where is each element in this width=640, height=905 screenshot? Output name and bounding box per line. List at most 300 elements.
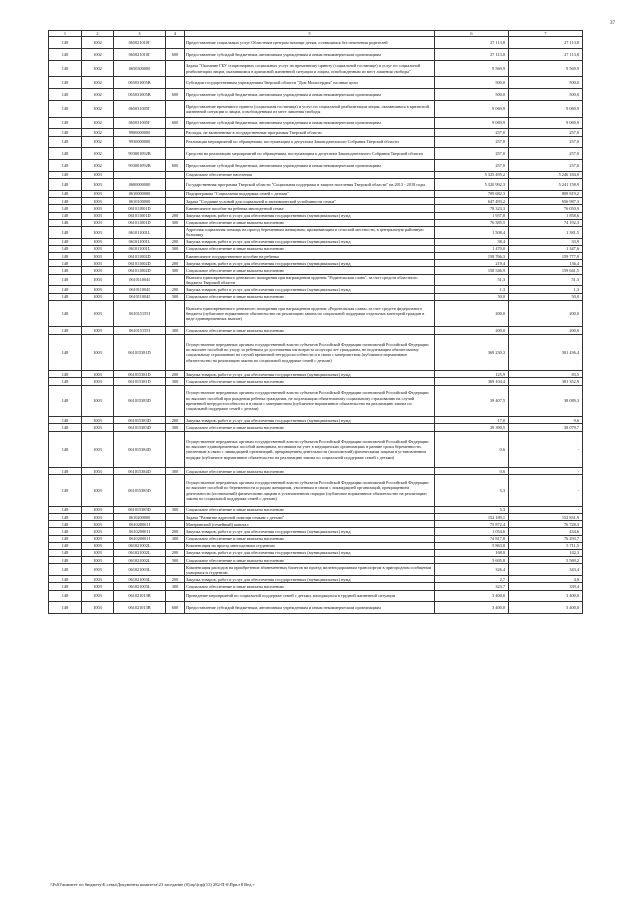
row-description: Предоставление социальных услуг Областным центром помощи детям, оставшимся без попечения родителей	[185, 37, 435, 49]
amount-plan: 5 325 495,2	[435, 171, 509, 178]
amount-plan: 0,6	[435, 431, 509, 468]
code-section: 1003	[82, 424, 114, 431]
row-description: Закупка товаров, работ и услуг для обеспечения государственных (муниципальных) нужд	[185, 286, 435, 293]
amount-plan: 1 054,6	[435, 528, 509, 535]
table-row	[49, 514, 583, 521]
row-description: Предоставление субсидий бюджетным, автономным учреждениям и иным некоммерческим организациям	[185, 49, 435, 61]
amount-plan: 200,0	[435, 327, 509, 334]
table-row	[49, 212, 583, 219]
amount-plan: 5 863,8	[435, 542, 509, 549]
code-admin: 148	[49, 77, 82, 89]
code-admin: 148	[49, 468, 82, 475]
amount-actual: 159 777,9	[509, 253, 583, 260]
code-expense-type	[166, 542, 185, 549]
code-admin: 148	[49, 417, 82, 424]
column-header: 7	[509, 31, 583, 37]
row-description: Компенсация расходов на приобретение абонементных билетов на проезд железнодорожным транспортом в пригородном сообщении учащимся и студентам	[185, 564, 435, 576]
code-target: 061020001I	[114, 521, 166, 528]
row-description: Компенсация на проезд многодетным студентам	[185, 542, 435, 549]
code-expense-type: 300	[166, 557, 185, 564]
code-section: 1003	[82, 583, 114, 590]
code-expense-type	[166, 148, 185, 160]
code-admin: 148	[49, 528, 82, 535]
code-target: 0610200000	[114, 514, 166, 521]
code-admin: 148	[49, 521, 82, 528]
amount-plan: 51,3	[435, 274, 509, 286]
code-admin: 148	[49, 89, 82, 101]
row-description: Социальное обеспечение и иные выплаты населению	[185, 468, 435, 475]
amount-actual: 1 347,6	[509, 245, 583, 252]
code-admin: 148	[49, 212, 82, 219]
code-target: 061015383D	[114, 424, 166, 431]
amount-actual: 500,0	[509, 89, 583, 101]
code-section: 1002	[82, 129, 114, 136]
amount-actual: 434,6	[509, 528, 583, 535]
table-row	[49, 260, 583, 267]
row-description: Закупка товаров, работ и услуг для обеспечения государственных (муниципальных) нужд	[185, 238, 435, 245]
code-admin: 148	[49, 506, 82, 513]
row-description: Проведение мероприятий по социальной поддержке семей с детьми, находящихся в трудной жизненной ситуации	[185, 590, 435, 602]
table-row	[49, 100, 583, 117]
table-row	[49, 557, 583, 564]
row-description: Предоставление субсидий бюджетным, автономным учреждениям и иным некоммерческим организациям	[185, 160, 435, 172]
row-description: Социальное обеспечение и иные выплаты населению	[185, 378, 435, 385]
code-expense-type: 300	[166, 245, 185, 252]
amount-actual: 76 050,9	[509, 205, 583, 212]
amount-actual: -	[509, 475, 583, 507]
code-admin: 148	[49, 253, 82, 260]
code-expense-type: 300	[166, 424, 185, 431]
code-expense-type	[166, 300, 185, 327]
code-admin: 148	[49, 300, 82, 327]
code-admin: 148	[49, 576, 82, 583]
amount-plan: 78 323,3	[435, 205, 509, 212]
code-admin: 148	[49, 542, 82, 549]
amount-actual: 83,5	[509, 371, 583, 378]
code-expense-type: 200	[166, 417, 185, 424]
amount-plan: 200,0	[435, 300, 509, 327]
code-target	[114, 171, 166, 178]
code-section: 1002	[82, 89, 114, 101]
amount-actual: 1 381,5	[509, 226, 583, 238]
amount-plan: 3 400,0	[435, 602, 509, 614]
row-description: Социальное обеспечение и иные выплаты населению	[185, 267, 435, 274]
code-section: 1003	[82, 590, 114, 602]
code-admin: 148	[49, 590, 82, 602]
code-target: 061021013В	[114, 602, 166, 614]
table-row	[49, 205, 583, 212]
row-description: Социальное обеспечение и иные выплаты населению	[185, 506, 435, 513]
row-description: Социальное обеспечение и иные выплаты населению	[185, 219, 435, 226]
table-row	[49, 226, 583, 238]
code-section: 1003	[82, 468, 114, 475]
code-target: 061015384D	[114, 431, 166, 468]
column-header: 6	[435, 31, 509, 37]
amount-plan: 257,0	[435, 136, 509, 148]
code-admin: 148	[49, 60, 82, 77]
row-description: Ежемесячное государственное пособие на ребенка	[185, 253, 435, 260]
amount-plan: 76 385,5	[435, 219, 509, 226]
code-target: 061011001D	[114, 212, 166, 219]
code-section: 1003	[82, 327, 114, 334]
code-section: 1003	[82, 521, 114, 528]
amount-actual: 38 079,7	[509, 424, 583, 431]
amount-plan: 152 189,1	[435, 514, 509, 521]
code-target: 061015383D	[114, 417, 166, 424]
code-admin: 148	[49, 226, 82, 238]
row-description: Осуществление переданных органам государственной власти субъектов Российской Федерации полномочий Российской Федерации по выплате единовременных пособий женщинам, вставшим на учет в медицинских организациях в ранние сроки беременности, уволенным в связи с ликвидацией организаций, прекращением деятельности (полномочий) физическими лицами в установленном порядке (публичное нормативное обязательство на реализацию закона по социальной поддержке семей с детьми)	[185, 431, 435, 468]
code-expense-type	[166, 171, 185, 178]
table-row	[49, 590, 583, 602]
code-expense-type	[166, 136, 185, 148]
code-section: 1003	[82, 417, 114, 424]
code-target: 9900000000	[114, 129, 166, 136]
table-row	[49, 528, 583, 535]
row-description: Социальное обеспечение и иные выплаты населению	[185, 424, 435, 431]
amount-plan: 1 508,4	[435, 226, 509, 238]
amount-actual: 257,0	[509, 160, 583, 172]
code-expense-type	[166, 564, 185, 576]
table-row	[49, 253, 583, 260]
amount-plan: 38,4	[435, 238, 509, 245]
code-section: 1003	[82, 385, 114, 417]
amount-plan: 9 069,9	[435, 100, 509, 117]
amount-plan: 257,0	[435, 160, 509, 172]
code-section: 1003	[82, 171, 114, 178]
code-section: 1003	[82, 238, 114, 245]
amount-plan: 369 230,3	[435, 334, 509, 371]
code-section: 1002	[82, 148, 114, 160]
code-admin: 148	[49, 475, 82, 507]
code-section: 1003	[82, 205, 114, 212]
code-expense-type: 200	[166, 576, 185, 583]
code-expense-type: 200	[166, 212, 185, 219]
code-target: 061011002D	[114, 260, 166, 267]
code-expense-type	[166, 431, 185, 468]
table-row	[49, 89, 583, 101]
file-path-footer: \\Fs01\комитет по бюджету\Б.севы\Документы комитета\23 заседание (б)\пр\(пр)(13) 282-П-б\Прил 8 Вед.+	[50, 882, 256, 887]
code-target: 061015381D	[114, 378, 166, 385]
code-expense-type	[166, 77, 185, 89]
table-row	[49, 468, 583, 475]
code-admin: 148	[49, 424, 82, 431]
row-description: Задача "Развитие адресной помощи семьям с детьми"	[185, 514, 435, 521]
amount-actual: 200,0	[509, 327, 583, 334]
amount-plan: 39 407,5	[435, 385, 509, 417]
row-description: Адресная социальная помощь на проезд беременным женщинам, проживающим в сельской местности, в центральную районную больницу	[185, 226, 435, 238]
amount-plan: 27 113,8	[435, 37, 509, 49]
code-admin: 148	[49, 171, 82, 178]
amount-plan: 369 104,4	[435, 378, 509, 385]
code-expense-type: 600	[166, 117, 185, 129]
code-target: 065031005В	[114, 89, 166, 101]
code-expense-type: 300	[166, 506, 185, 513]
table-row	[49, 564, 583, 576]
amount-plan: 709 682,3	[435, 190, 509, 197]
table-row	[49, 334, 583, 371]
code-target: 0610100000	[114, 198, 166, 205]
amount-actual: 257,0	[509, 129, 583, 136]
code-section: 1003	[82, 212, 114, 219]
code-expense-type	[166, 334, 185, 371]
table-row	[49, 245, 583, 252]
code-expense-type: 300	[166, 219, 185, 226]
table-row	[49, 475, 583, 507]
amount-plan: 326,4	[435, 564, 509, 576]
code-target: 061021003L	[114, 583, 166, 590]
column-header: 3	[114, 31, 166, 37]
code-expense-type: 300	[166, 327, 185, 334]
code-target: 065031005Г	[114, 100, 166, 117]
code-section: 1003	[82, 557, 114, 564]
table-row	[49, 136, 583, 148]
code-target: 065021010Г	[114, 49, 166, 61]
code-admin: 148	[49, 557, 82, 564]
amount-plan: 647 493,2	[435, 198, 509, 205]
row-description: Закупка товаров, работ и услуг для обеспечения государственных (муниципальных) нужд	[185, 576, 435, 583]
code-expense-type	[166, 37, 185, 49]
amount-actual: 76 293,7	[509, 535, 583, 542]
table-row	[49, 424, 583, 431]
code-target: 061021003L	[114, 576, 166, 583]
amount-actual: 257,0	[509, 136, 583, 148]
code-target: 065021010Г	[114, 37, 166, 49]
page-number: 37	[610, 21, 615, 26]
code-admin: 148	[49, 293, 82, 300]
code-admin: 148	[49, 148, 82, 160]
budget-table	[48, 30, 583, 614]
column-header: 4	[166, 31, 185, 37]
amount-actual: 5 569,2	[509, 557, 583, 564]
code-admin: 148	[49, 219, 82, 226]
code-target: 065031005В	[114, 77, 166, 89]
code-section: 1002	[82, 60, 114, 77]
code-target: 061015381D	[114, 371, 166, 378]
code-expense-type: 300	[166, 535, 185, 542]
amount-actual: 257,0	[509, 148, 583, 160]
code-section: 1003	[82, 564, 114, 576]
code-target: 993001092В	[114, 148, 166, 160]
code-section: 1003	[82, 431, 114, 468]
code-expense-type: 200	[166, 371, 185, 378]
amount-actual: 152 831,9	[509, 514, 583, 521]
table-row	[49, 293, 583, 300]
table-row	[49, 148, 583, 160]
amount-plan: 2,7	[435, 576, 509, 583]
amount-plan: 27 113,8	[435, 49, 509, 61]
amount-plan: 0,6	[435, 468, 509, 475]
table-row	[49, 238, 583, 245]
code-target: 061011004I	[114, 293, 166, 300]
amount-actual: 38 089,3	[509, 385, 583, 417]
code-admin: 148	[49, 334, 82, 371]
code-section: 1002	[82, 37, 114, 49]
code-admin: 148	[49, 49, 82, 61]
code-target: 061015383D	[114, 385, 166, 417]
code-expense-type	[166, 190, 185, 197]
row-description: Расходы, не включенные в государственные программы Тверской области	[185, 129, 435, 136]
code-target: 061015155I	[114, 300, 166, 327]
code-section: 1003	[82, 334, 114, 371]
code-target: 061021002L	[114, 557, 166, 564]
code-admin: 148	[49, 160, 82, 172]
amount-actual: 27 113,8	[509, 49, 583, 61]
code-admin: 148	[49, 431, 82, 468]
code-target: 061011001L	[114, 226, 166, 238]
code-section: 1003	[82, 542, 114, 549]
code-expense-type	[166, 521, 185, 528]
code-expense-type	[166, 198, 185, 205]
code-expense-type: 300	[166, 468, 185, 475]
amount-actual: 9,6	[509, 417, 583, 424]
amount-plan: 158 546,9	[435, 267, 509, 274]
amount-actual: 1,3	[509, 286, 583, 293]
code-target: 061011001L	[114, 245, 166, 252]
table-row	[49, 274, 583, 286]
code-target: 065031005Г	[114, 117, 166, 129]
code-expense-type	[166, 475, 185, 507]
code-expense-type: 600	[166, 49, 185, 61]
amount-plan: 39 390,5	[435, 424, 509, 431]
amount-plan: 5,3	[435, 475, 509, 507]
amount-actual: 4,0	[509, 576, 583, 583]
code-expense-type	[166, 100, 185, 117]
code-target: 061011004I	[114, 286, 166, 293]
table-row	[49, 286, 583, 293]
code-expense-type: 600	[166, 89, 185, 101]
amount-plan: 323,7	[435, 583, 509, 590]
code-admin: 148	[49, 267, 82, 274]
code-target: 061015155I	[114, 327, 166, 334]
amount-plan: 158 766,3	[435, 253, 509, 260]
code-admin: 148	[49, 385, 82, 417]
row-description: Задача "Создание условий для социальной и экономической устойчивости семьи"	[185, 198, 435, 205]
row-description: Субсидии государственным учреждениям Тверской области "Дом Милосердия" на иные цели	[185, 77, 435, 89]
amount-actual: 3 400,0	[509, 590, 583, 602]
row-description: Осуществление переданных органам государственной власти субъектов Российской Федерации полномочий Российской Федерации по выплате пособий по уходу за ребенком до достижения им возраста полутора лет гражданам, не подлежащим обязательному социальному страхованию на случай временной нетрудоспособности и в связи с материнством (публичное нормативное обязательство на реализацию закона по социальной поддержке семей с детьми)	[185, 334, 435, 371]
code-target: 061020001I	[114, 535, 166, 542]
code-target: 061021013В	[114, 590, 166, 602]
amount-actual: 339,4	[509, 583, 583, 590]
code-admin: 148	[49, 100, 82, 117]
amount-plan: 1 937,8	[435, 212, 509, 219]
code-section: 1003	[82, 300, 114, 327]
code-section: 1003	[82, 535, 114, 542]
code-admin: 148	[49, 37, 82, 49]
code-expense-type: 200	[166, 286, 185, 293]
code-section: 1002	[82, 100, 114, 117]
amount-plan: 500,0	[435, 77, 509, 89]
amount-actual: 136,4	[509, 260, 583, 267]
code-target: 0600000000	[114, 179, 166, 191]
row-description: Социальное обеспечение и иные выплаты населению	[185, 327, 435, 334]
code-section: 1003	[82, 198, 114, 205]
code-section: 1003	[82, 253, 114, 260]
amount-plan: 17,0	[435, 417, 509, 424]
row-description: Социальное обеспечение населения	[185, 171, 435, 178]
code-target: 061015385D	[114, 506, 166, 513]
code-section: 1003	[82, 219, 114, 226]
code-expense-type: 200	[166, 550, 185, 557]
amount-actual: 381 352,9	[509, 378, 583, 385]
row-description: Социальное обеспечение и иные выплаты населению	[185, 535, 435, 542]
amount-actual: 5 241 158,9	[509, 179, 583, 191]
row-description: Задача "Оказание ГБУ стационарных социальных услуг по временному приюту (социальной гостинице) и услуг по социальной реабилитации лицам, оказавшимся в кризисной жизненной ситуации и лицам, освобожденным из мест лишения свободы"	[185, 60, 435, 77]
code-section: 1003	[82, 602, 114, 614]
table-row	[49, 60, 583, 77]
amount-actual: 9 569,9	[509, 60, 583, 77]
code-admin: 148	[49, 602, 82, 614]
code-admin: 148	[49, 371, 82, 378]
code-target: 061020001I	[114, 528, 166, 535]
code-admin: 148	[49, 190, 82, 197]
row-description: Закупка товаров, работ и услуг для обеспечения государственных (муниципальных) нужд	[185, 260, 435, 267]
code-expense-type	[166, 253, 185, 260]
code-expense-type: 600	[166, 602, 185, 614]
code-admin: 148	[49, 535, 82, 542]
code-section: 1002	[82, 136, 114, 148]
amount-actual: 200,0	[509, 300, 583, 327]
row-description: Предоставление субсидий бюджетным, автономным учреждениям и иным некоммерческим организациям	[185, 117, 435, 129]
code-section: 1003	[82, 260, 114, 267]
amount-actual: -	[509, 431, 583, 468]
code-admin: 148	[49, 179, 82, 191]
code-expense-type	[166, 179, 185, 191]
table-row	[49, 506, 583, 513]
code-target: 0610000000	[114, 190, 166, 197]
code-target: 061011004I	[114, 274, 166, 286]
code-section: 1003	[82, 514, 114, 521]
table-row	[49, 431, 583, 468]
amount-plan: 257,0	[435, 148, 509, 160]
code-section: 1002	[82, 77, 114, 89]
amount-actual: 51,3	[509, 274, 583, 286]
code-target: 061015381D	[114, 334, 166, 371]
code-target: 061015384D	[114, 468, 166, 475]
row-description: Социальное обеспечение и иные выплаты населению	[185, 583, 435, 590]
code-admin: 148	[49, 583, 82, 590]
table-row	[49, 49, 583, 61]
row-description: Предоставление субсидий бюджетным, автономным учреждениям и иным некоммерческим организациям	[185, 89, 435, 101]
amount-actual: 3 400,0	[509, 602, 583, 614]
code-section: 1003	[82, 274, 114, 286]
amount-actual: -	[509, 468, 583, 475]
amount-plan: 75 872,4	[435, 521, 509, 528]
row-description: Закупка товаров, работ и услуг для обеспечения государственных (муниципальных) нужд	[185, 528, 435, 535]
amount-plan: 219,4	[435, 260, 509, 267]
table-row	[49, 160, 583, 172]
code-section: 1003	[82, 371, 114, 378]
amount-plan: 1,3	[435, 286, 509, 293]
code-target: 993001092В	[114, 160, 166, 172]
table-row	[49, 550, 583, 557]
table-row	[49, 542, 583, 549]
table-row	[49, 378, 583, 385]
row-description: Выплата единовременного денежного поощрения при награждении орденом «Родительская слава» за счет средств федерального бюджета (публичное нормативное обязательство на реализацию закона по социальной поддержке отдельных категорий граждан в виде единовременных выплат)	[185, 300, 435, 327]
table-row	[49, 117, 583, 129]
code-expense-type: 200	[166, 238, 185, 245]
code-admin: 148	[49, 286, 82, 293]
row-description: Осуществление переданных органам государственной власти субъектов Российской Федерации полномочий Российской Федерации по выплате пособий по беременности и родам женщинам, уволенным в связи с ликвидацией организаций, прекращением деятельности (полномочий) физическими лицами в установленном порядке (публичное нормативное обязательство на реализацию закона по социальной поддержке семей с детьми)	[185, 475, 435, 507]
amount-plan: 125,9	[435, 371, 509, 378]
code-admin: 148	[49, 198, 82, 205]
code-target: 9930000000	[114, 136, 166, 148]
amount-plan: 168,0	[435, 550, 509, 557]
amount-actual: 5 246 184,0	[509, 171, 583, 178]
amount-plan: 50,0	[435, 293, 509, 300]
amount-actual: 656 987,3	[509, 198, 583, 205]
amount-actual: 5 711,5	[509, 542, 583, 549]
